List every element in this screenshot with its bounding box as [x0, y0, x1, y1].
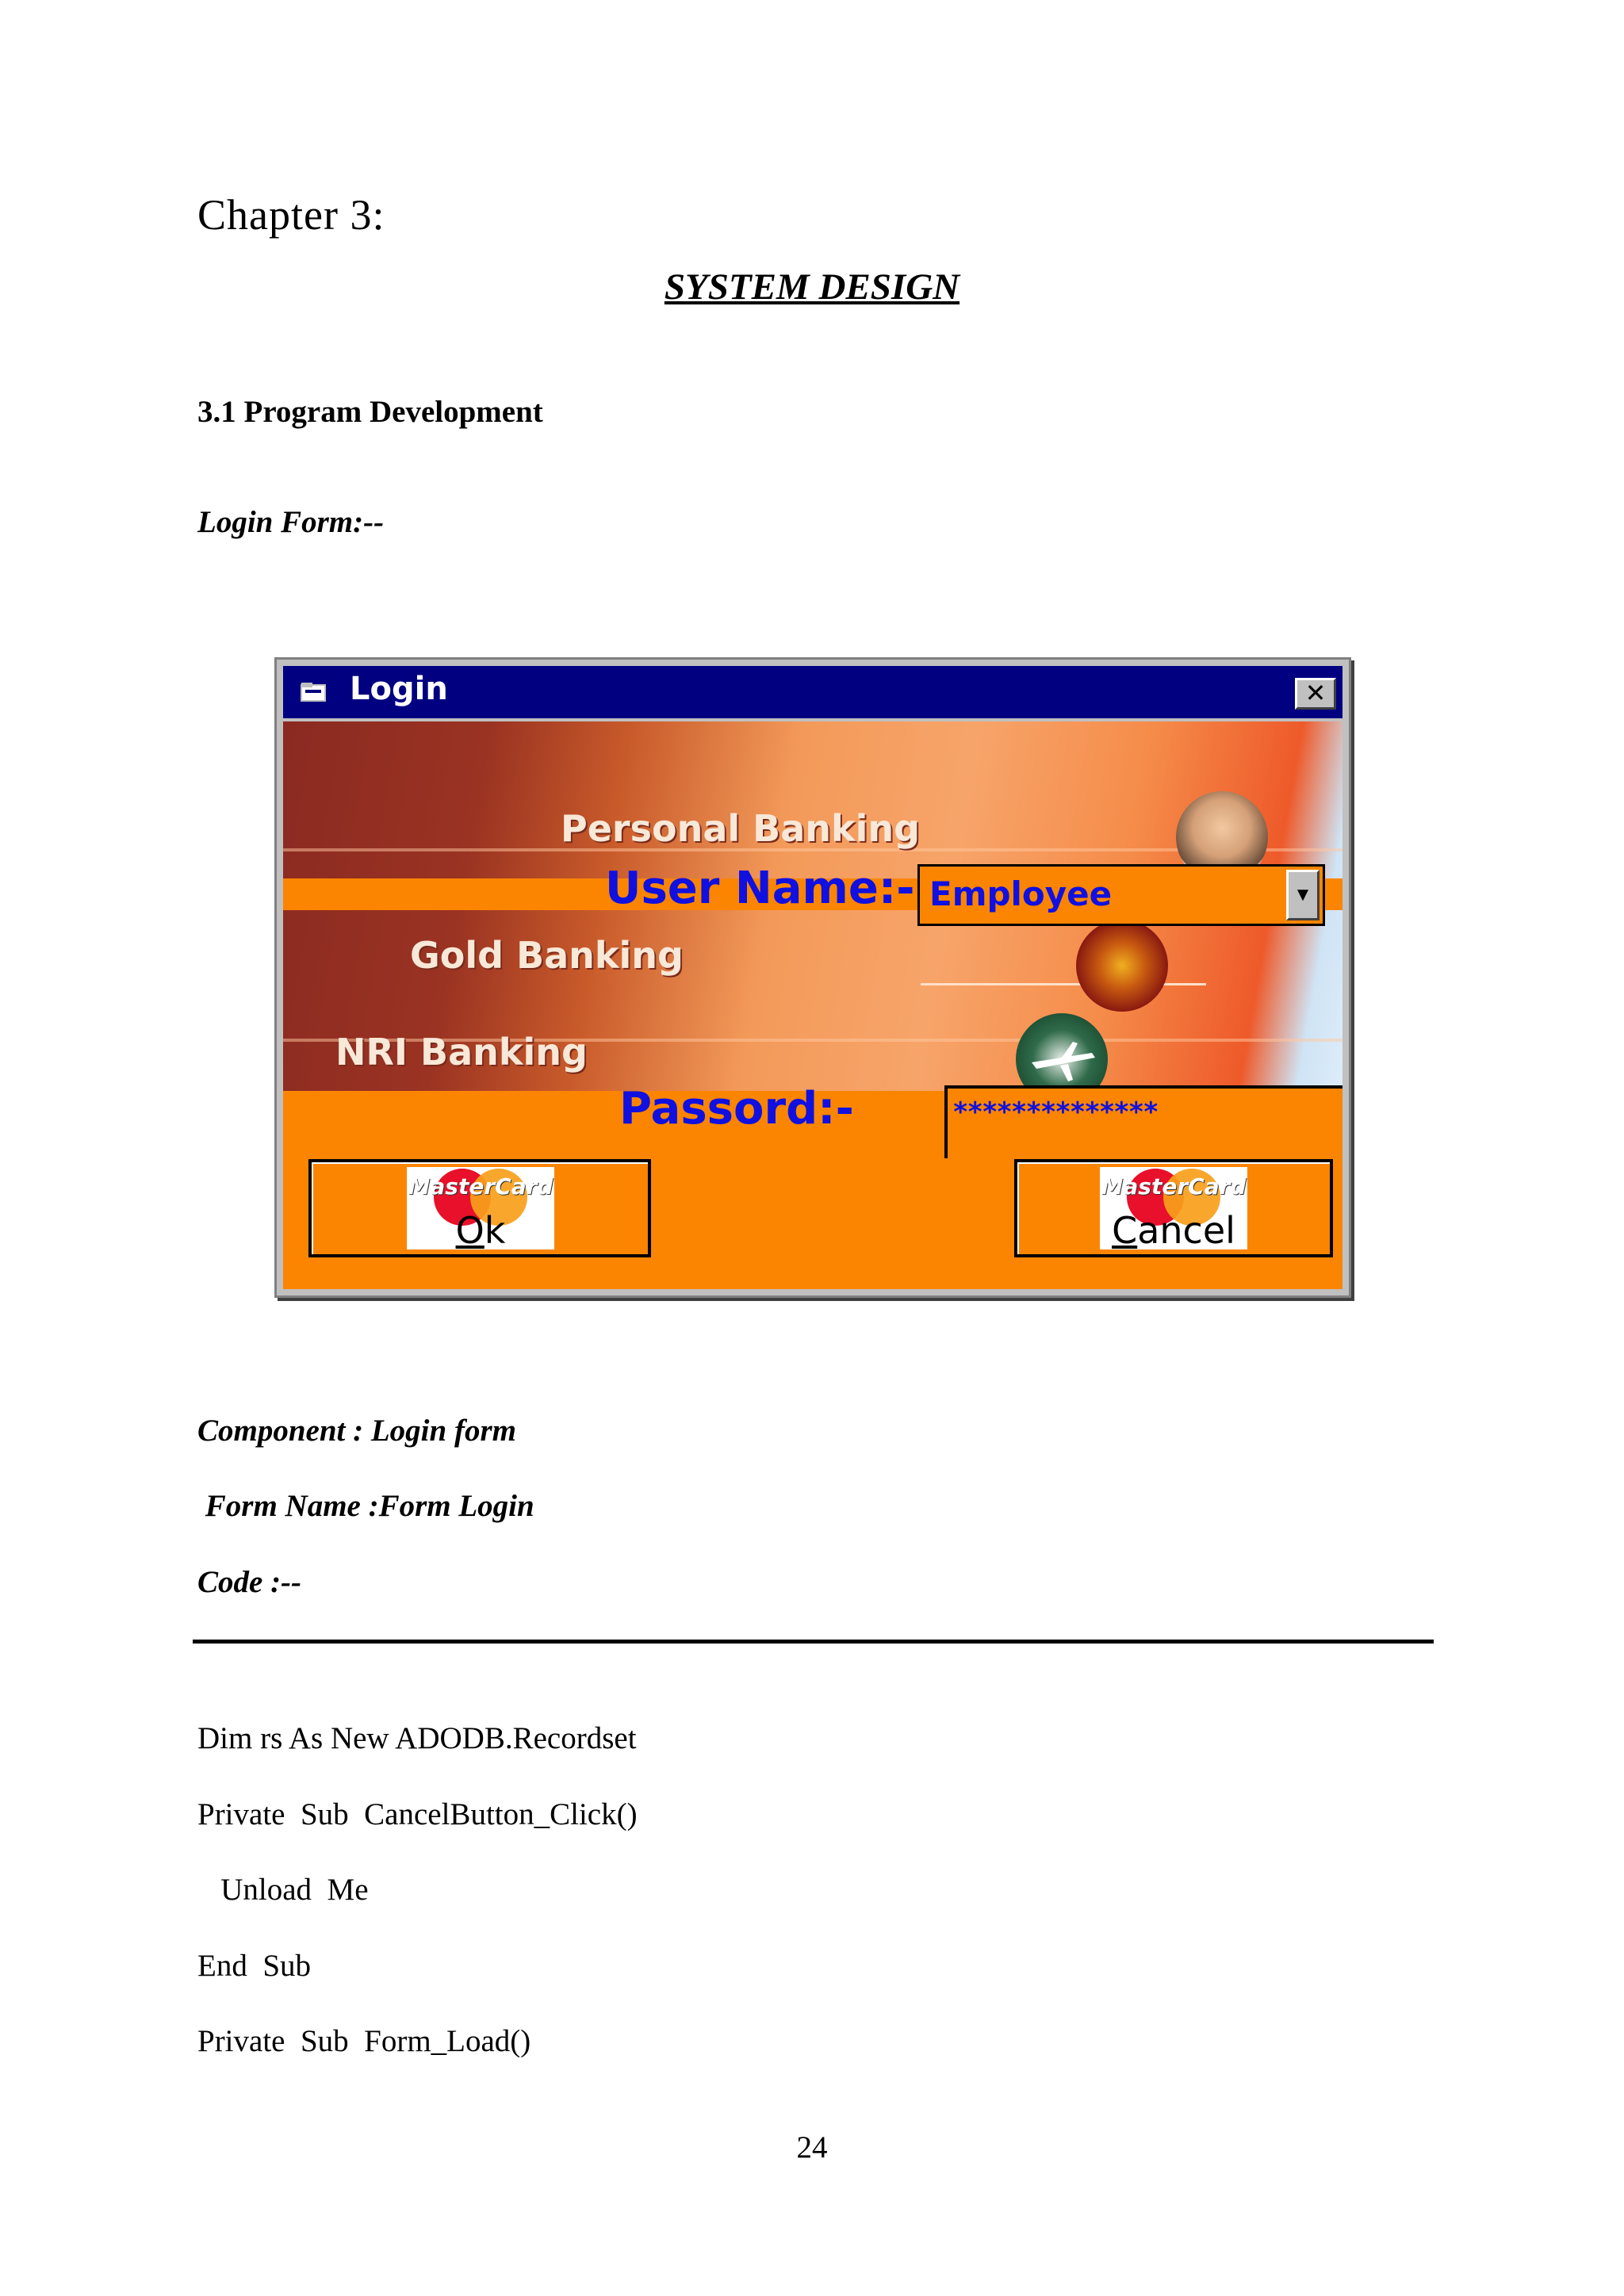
horizontal-rule: [193, 1640, 1434, 1644]
mastercard-brand-text: MasterCard: [1101, 1173, 1247, 1200]
user-name-combo[interactable]: [917, 864, 1325, 926]
banner-gold-banking: Gold Banking: [410, 934, 684, 977]
login-form-client: [283, 721, 1342, 1289]
chevron-down-icon: ▼: [1293, 885, 1312, 905]
banner-nri-banking: NRI Banking: [335, 1031, 588, 1073]
login-window: [274, 657, 1351, 1298]
chapter-heading: Chapter 3:: [197, 191, 385, 239]
gold-jewelry-icon: [1076, 920, 1168, 1012]
form-name-line: Form Name :Form Login: [197, 1489, 534, 1523]
mastercard-brand-text: MasterCard: [408, 1173, 553, 1200]
code-line: Private Sub Form_Load(): [197, 2024, 531, 2058]
code-line: Unload Me: [197, 1873, 369, 1907]
component-line: Component : Login form: [197, 1414, 516, 1448]
subsection-heading: 3.1 Program Development: [197, 395, 543, 429]
code-line: Private Sub CancelButton_Click(): [197, 1797, 638, 1831]
code-line: Dim rs As New ADODB.Recordset: [197, 1721, 637, 1755]
mastercard-logo-icon: [1100, 1167, 1247, 1249]
section-title: SYSTEM DESIGN: [664, 266, 960, 308]
dropdown-button[interactable]: [1286, 870, 1320, 920]
code-line: End Sub: [197, 1949, 312, 1983]
window-titlebar[interactable]: [283, 666, 1342, 718]
window-app-icon: [301, 682, 327, 702]
banner-personal-banking: Personal Banking: [561, 807, 921, 850]
cancel-button[interactable]: [1014, 1159, 1333, 1257]
close-button[interactable]: [1295, 678, 1336, 710]
ok-button[interactable]: [308, 1159, 651, 1257]
close-icon: ✕: [1304, 678, 1327, 708]
page-number: 24: [796, 2130, 828, 2164]
user-name-label: User Name:-: [605, 863, 915, 914]
window-title: Login: [350, 671, 448, 707]
mastercard-logo-icon: [407, 1167, 554, 1249]
password-label: Passord:-: [619, 1083, 854, 1135]
user-name-value: Employee: [929, 874, 1113, 913]
password-field[interactable]: **************: [944, 1085, 1342, 1158]
code-label: Code :--: [197, 1565, 302, 1599]
cancel-button-label: Cancel: [1112, 1209, 1235, 1249]
figure-caption: Login Form:--: [197, 505, 385, 539]
ok-button-label: Ok: [455, 1209, 506, 1249]
